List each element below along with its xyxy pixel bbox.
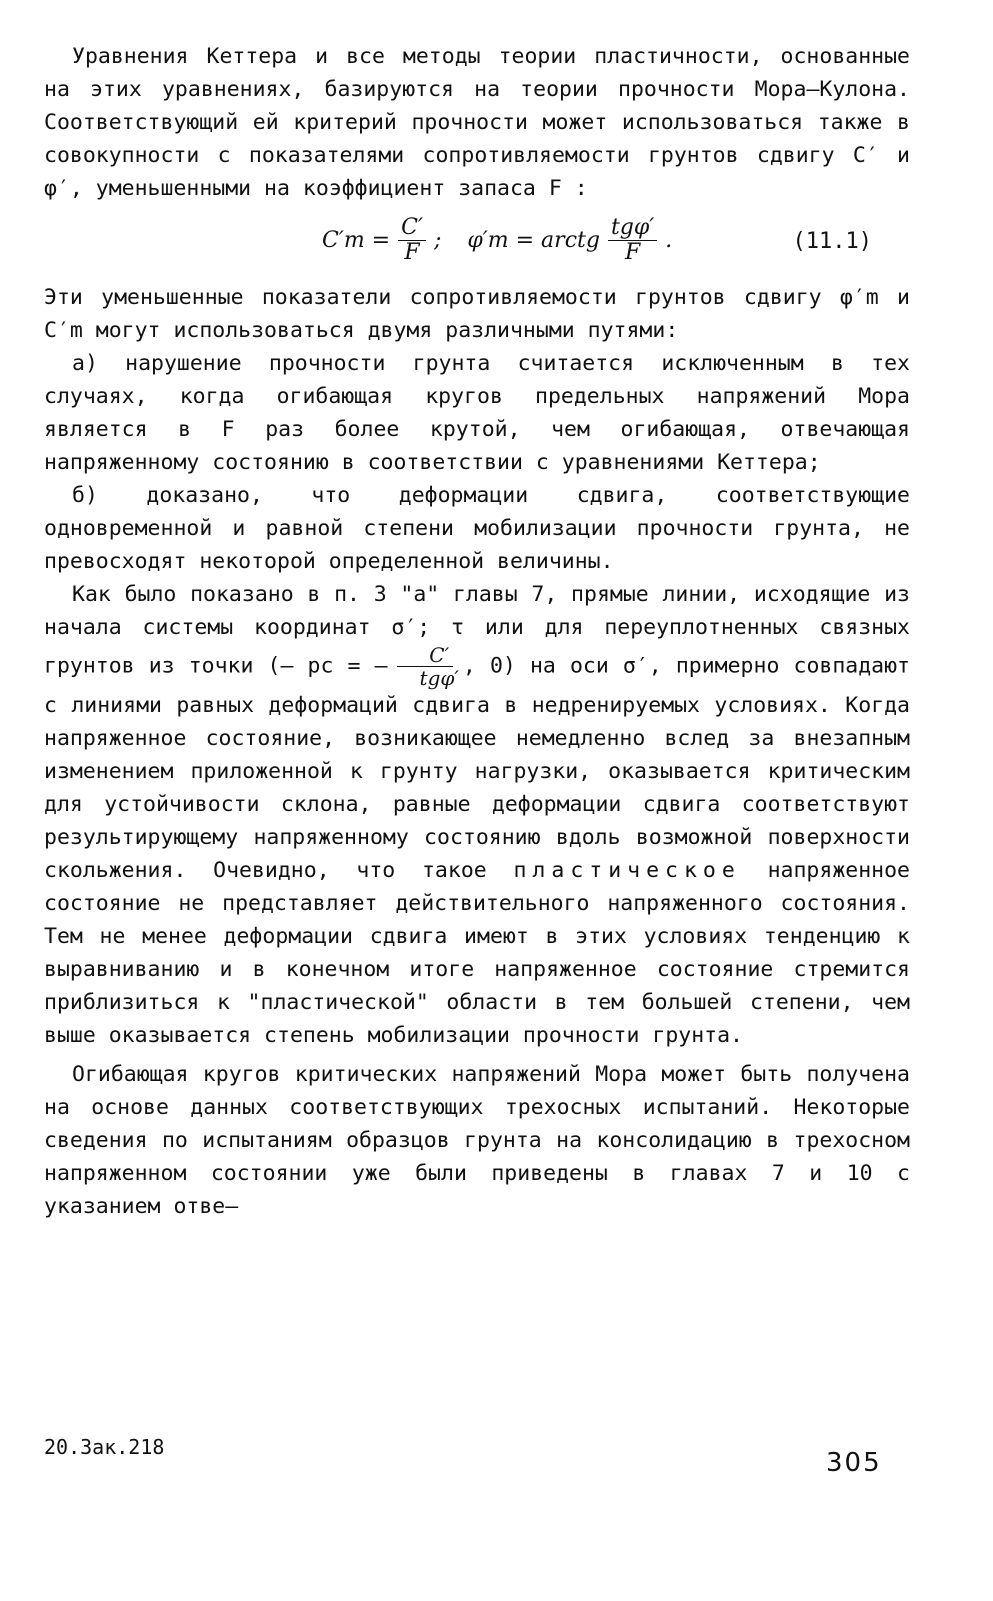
paragraph-3-part-2: , 0) на оси σ′, примерно совпадают с линиями равных деформаций сдвига в недренируемых условиях. Когда напряженное состояние, возникающее немедленно вслед за внезапным изменением приложенной к грунту нагрузки, оказывается критическим для устойчивости склона, равные деформации сдвига соответствуют результирующему напряженному состоянию вдоль возможной поверхности скольжения. Очевидно, что такое bbox=[44, 653, 910, 883]
fraction-1 bbox=[398, 216, 426, 265]
paragraph-1: Уравнения Кеттера и все методы теории пластичности, основанные на этих уравнениях, базируются на теории прочности Мора–Кулона. Соответствующий ей критерий прочности может использоваться также в совокупности с показателями сопротивляемости грунтов сдвигу C′ и φ′, уменьшенными на коэффициент запаса F : bbox=[44, 44, 910, 201]
paragraph-3-part-1: Как было показано в п. 3 "а" главы 7, прямые линии, исходящие из начала системы координат σ′; τ или для переуплотненных связных грунтов из точки (– pc = – bbox=[44, 582, 910, 679]
body-text bbox=[44, 40, 910, 1223]
fraction-1-numerator: C′ bbox=[398, 216, 426, 241]
formula-lhs-2: φ′m = arctg bbox=[467, 227, 600, 253]
inline-fraction-denominator: tgφ′ bbox=[419, 666, 459, 690]
formula-end: . bbox=[665, 227, 673, 253]
footer-printer-mark: 20.Зак.218 bbox=[44, 1435, 165, 1459]
spaced-emphasis-word: пластическое bbox=[513, 858, 741, 883]
formula-separator: ; bbox=[433, 227, 442, 253]
inline-fraction bbox=[392, 644, 459, 689]
equation-11-1 bbox=[44, 207, 910, 279]
list-item-a: а) нарушение прочности грунта считается исключенным в тех случаях, когда огибающая кругов предельных напряжений Мора является в F раз более крутой, чем огибающая, отвечающая напряженному состоянию в соответствии с уравнениями Кеттера; bbox=[44, 351, 910, 475]
fraction-1-denominator: F bbox=[404, 239, 420, 265]
inline-fraction-numerator: C′ bbox=[397, 644, 453, 667]
fraction-2-numerator: tgφ′ bbox=[608, 216, 657, 241]
page-number: 305 bbox=[826, 1448, 882, 1478]
paragraph-3-part-3: напряженное состояние не представляет действительного напряженного состояния. Тем не менее деформации сдвига имеют в этих условиях тенденцию к выравниванию и в конечном итоге напряженное состояние стремится приблизиться к "пластической" области в тем большей степени, чем выше оказывается степень мобилизации прочности грунта. bbox=[44, 858, 910, 1048]
fraction-2 bbox=[608, 216, 657, 265]
equation-number: (11.1) bbox=[792, 229, 872, 254]
paragraph-4: Огибающая кругов критических напряжений Мора может быть получена на основе данных соответствующих трехосных испытаний. Некоторые сведения по испытаниям образцов грунта на консолидацию в трехосном напряженном состоянии уже были приведены в главах 7 и 10 с указанием отве– bbox=[44, 1062, 910, 1219]
paragraph-2: Эти уменьшенные показатели сопротивляемости грунтов сдвигу φ′m и C′m могут использоваться двумя различными путями: bbox=[44, 285, 910, 343]
fraction-2-denominator: F bbox=[624, 239, 641, 265]
list-item-b: б) доказано, что деформации сдвига, соответствующие одновременной и равной степени мобилизации прочности грунта, не превосходят некоторой определенной величины. bbox=[44, 483, 910, 574]
formula-lhs-1: C′m = bbox=[322, 227, 391, 253]
paragraph-3 bbox=[44, 578, 910, 1052]
